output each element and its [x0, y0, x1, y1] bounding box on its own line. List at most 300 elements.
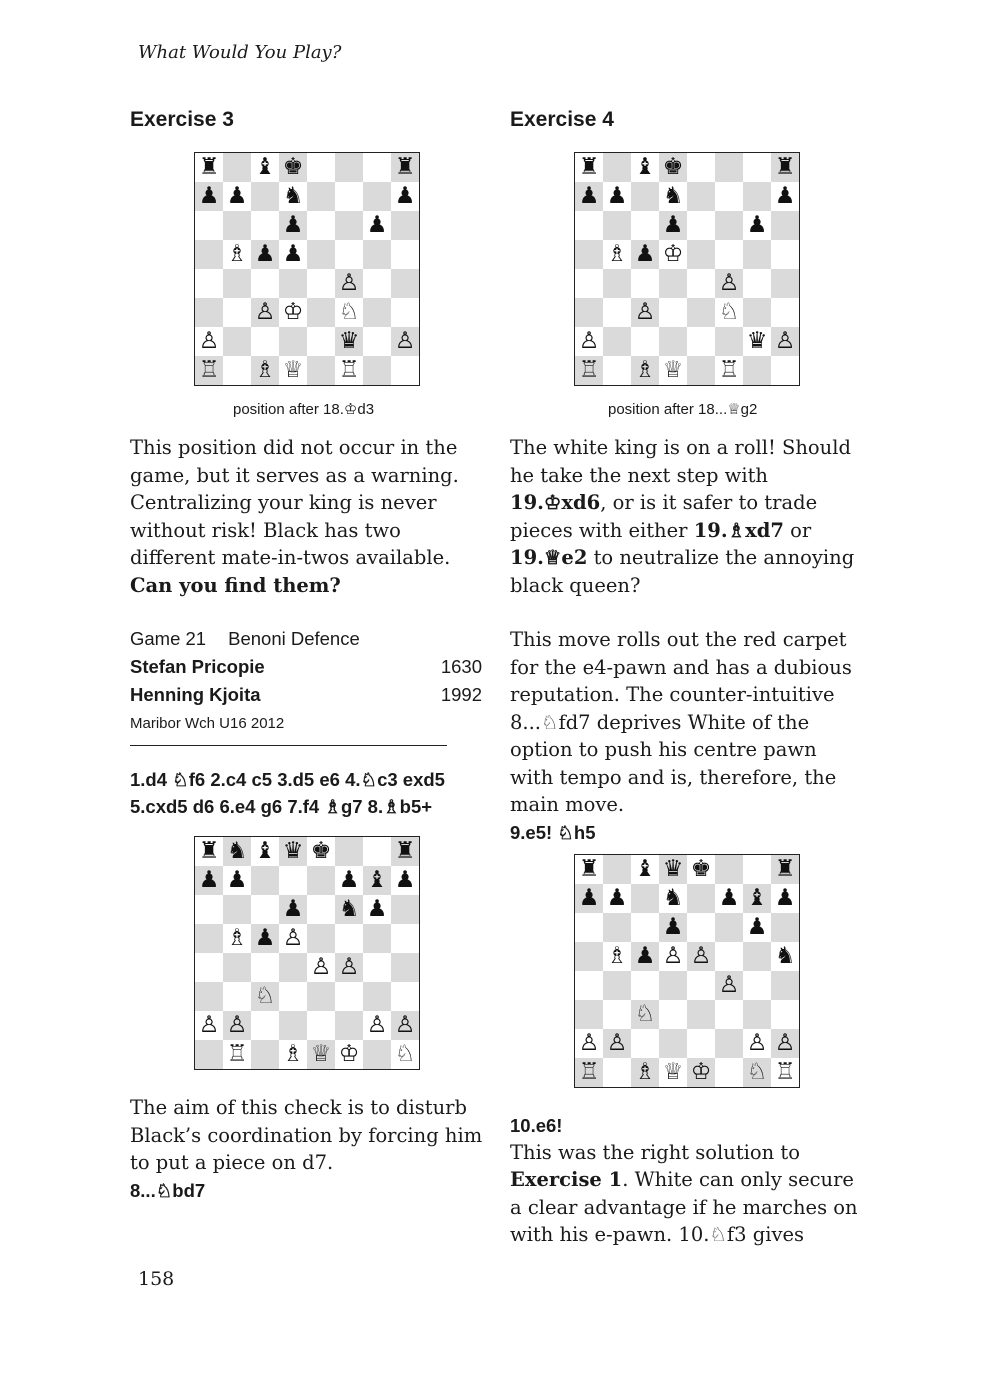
black-pawn-icon: ♟ [254, 925, 276, 951]
white-knight-icon: ♘ [338, 299, 360, 325]
board-square [575, 327, 603, 356]
board-square [771, 356, 799, 385]
board-square [715, 971, 743, 1000]
black-bishop-icon: ♝ [254, 838, 276, 864]
white-queen-icon: ♕ [282, 357, 304, 383]
board-square [307, 953, 335, 982]
white-knight-icon: ♘ [254, 983, 276, 1009]
board-square [743, 971, 771, 1000]
board-square [603, 153, 631, 182]
board-square [603, 855, 631, 884]
board-square [659, 1058, 687, 1087]
board-square [715, 182, 743, 211]
board-square [631, 211, 659, 240]
board-square [659, 153, 687, 182]
board-square [279, 269, 307, 298]
board-square [195, 182, 223, 211]
board-square [363, 240, 391, 269]
board-square [687, 327, 715, 356]
board-square [307, 240, 335, 269]
board-square [335, 153, 363, 182]
chess-board [574, 854, 800, 1088]
diagram-after-9 [510, 854, 866, 1088]
exercise-4-diagram [510, 152, 866, 386]
board-square [659, 182, 687, 211]
black-rook-icon: ♜ [198, 838, 220, 864]
board-square [603, 182, 631, 211]
board-square [771, 971, 799, 1000]
board-square [659, 298, 687, 327]
black-queen-icon: ♛ [282, 838, 304, 864]
board-square [771, 942, 799, 971]
board-square [391, 298, 419, 327]
board-square [575, 1058, 603, 1087]
black-queen-icon: ♛ [662, 855, 684, 882]
white-pawn-icon: ♙ [226, 1012, 248, 1038]
board-square [363, 953, 391, 982]
board-square [335, 953, 363, 982]
board-square [279, 1040, 307, 1069]
white-pawn-icon: ♙ [394, 1012, 416, 1038]
board-square [307, 269, 335, 298]
chess-board [194, 152, 420, 386]
black-pawn-icon: ♟ [394, 183, 416, 209]
board-square [687, 1000, 715, 1029]
board-square [743, 153, 771, 182]
board-square [631, 182, 659, 211]
black-knight-icon: ♞ [226, 838, 248, 864]
board-square [659, 269, 687, 298]
board-square [195, 866, 223, 895]
board-square [687, 240, 715, 269]
black-king-icon: ♚ [282, 154, 304, 180]
board-square [659, 913, 687, 942]
board-square [363, 924, 391, 953]
board-square [603, 942, 631, 971]
white-pawn-icon: ♙ [774, 328, 796, 354]
board-square [223, 298, 251, 327]
carpet-commentary: This move rolls out the red carpet for the e4-pawn and has a dubious reputation. The counter-intuitive 8...♘fd7 deprives White of the option to push his centre pawn with tempo and is, therefore, the main move. [510, 628, 852, 816]
chess-board [574, 152, 800, 386]
board-square [575, 240, 603, 269]
board-square [603, 356, 631, 385]
white-bishop-icon: ♗ [226, 925, 248, 951]
black-pawn-icon: ♟ [578, 183, 600, 209]
black-pawn-icon: ♟ [226, 183, 248, 209]
white-pawn-icon: ♙ [718, 971, 740, 998]
white-knight-icon: ♘ [746, 1058, 768, 1085]
board-square [603, 327, 631, 356]
board-square [743, 269, 771, 298]
board-square [223, 837, 251, 866]
black-player: Henning Kjoita [130, 684, 261, 705]
board-square [251, 153, 279, 182]
board-square [195, 240, 223, 269]
board-square [363, 298, 391, 327]
black-pawn-icon: ♟ [282, 241, 304, 267]
board-square [223, 1040, 251, 1069]
white-bishop-icon: ♗ [254, 357, 276, 383]
board-square [251, 356, 279, 385]
white-player: Stefan Pricopie [130, 656, 265, 677]
board-square [195, 895, 223, 924]
white-pawn-icon: ♙ [282, 925, 304, 951]
board-square [743, 913, 771, 942]
white-pawn-icon: ♙ [254, 299, 276, 325]
white-queen-icon: ♕ [662, 1058, 684, 1085]
black-knight-icon: ♞ [662, 884, 684, 911]
board-square [743, 942, 771, 971]
black-pawn-icon: ♟ [338, 867, 360, 893]
board-square [771, 182, 799, 211]
exercise-3-caption: position after 18.♔d3 [233, 401, 375, 418]
board-square [687, 855, 715, 884]
exercise-3-diagram [130, 152, 486, 386]
white-rook-icon: ♖ [578, 357, 600, 383]
black-pawn-icon: ♟ [254, 241, 276, 267]
black-rook-icon: ♜ [774, 855, 796, 882]
board-square [659, 855, 687, 884]
white-bishop-icon: ♗ [282, 1041, 304, 1067]
board-square [223, 895, 251, 924]
board-square [251, 1011, 279, 1040]
white-queen-icon: ♕ [310, 1041, 332, 1067]
board-square [575, 942, 603, 971]
board-square [631, 855, 659, 884]
white-bishop-icon: ♗ [606, 942, 628, 969]
board-square [631, 240, 659, 269]
white-pawn-icon: ♙ [606, 1029, 628, 1056]
board-square [363, 269, 391, 298]
final-commentary: This was the right solution to Exercise 1. White can only secure a clear advantage if he marches on with his e-pawn. 10.♘f3 gives [510, 1140, 858, 1246]
board-square [335, 924, 363, 953]
board-square [279, 837, 307, 866]
board-square [575, 182, 603, 211]
board-square [631, 1058, 659, 1087]
exercise-3-question: Can you find them? [130, 573, 341, 597]
board-square [391, 866, 419, 895]
black-pawn-icon: ♟ [746, 212, 768, 238]
white-pawn-icon: ♙ [366, 1012, 388, 1038]
board-square [631, 356, 659, 385]
board-square [251, 1040, 279, 1069]
board-square [575, 211, 603, 240]
black-rook-icon: ♜ [578, 855, 600, 882]
exercise-3-text: This position did not occur in the game, but it serves as a warning. Centralizing your king is never without risk! Black has two different mate-in-twos available. [130, 436, 459, 569]
board-square [195, 153, 223, 182]
board-square [279, 211, 307, 240]
board-square [279, 356, 307, 385]
board-square [687, 153, 715, 182]
board-square [335, 269, 363, 298]
board-square [771, 1029, 799, 1058]
black-rating: 1992 [440, 684, 482, 705]
board-square [307, 211, 335, 240]
board-square [391, 1040, 419, 1069]
board-square [195, 1040, 223, 1069]
white-rook-icon: ♖ [338, 357, 360, 383]
exercise-4-caption: position after 18...♕g2 [608, 401, 758, 418]
white-pawn-icon: ♙ [198, 328, 220, 354]
board-square [631, 153, 659, 182]
board-square [659, 240, 687, 269]
black-queen-icon: ♛ [746, 328, 768, 354]
board-square [251, 924, 279, 953]
black-pawn-icon: ♟ [746, 913, 768, 940]
board-square [307, 982, 335, 1011]
black-pawn-icon: ♟ [226, 867, 248, 893]
board-square [631, 971, 659, 1000]
black-pawn-icon: ♟ [578, 884, 600, 911]
board-square [335, 1040, 363, 1069]
opening-moves: 1.d4 ♘f6 2.c4 c5 3.d5 e6 4.♘c3 exd5 5.cxd5 d6 6.e4 g6 7.f4 ♗g7 8.♗b5+ [130, 769, 445, 817]
board-square [687, 356, 715, 385]
board-square [391, 924, 419, 953]
board-square [363, 1040, 391, 1069]
black-pawn-icon: ♟ [634, 241, 656, 267]
black-pawn-icon: ♟ [394, 867, 416, 893]
board-square [575, 884, 603, 913]
board-square [715, 240, 743, 269]
black-bishop-icon: ♝ [634, 154, 656, 180]
board-square [391, 356, 419, 385]
board-square [307, 327, 335, 356]
board-square [335, 895, 363, 924]
board-square [195, 327, 223, 356]
board-square [223, 982, 251, 1011]
game-event: Maribor Wch U16 2012 [130, 714, 285, 732]
board-square [391, 327, 419, 356]
board-square [363, 327, 391, 356]
white-rook-icon: ♖ [578, 1058, 600, 1085]
board-square [251, 837, 279, 866]
board-square [223, 211, 251, 240]
board-square [687, 971, 715, 1000]
board-square [251, 182, 279, 211]
board-square [251, 211, 279, 240]
board-square [631, 298, 659, 327]
black-pawn-icon: ♟ [606, 183, 628, 209]
black-rook-icon: ♜ [394, 154, 416, 180]
black-pawn-icon: ♟ [634, 942, 656, 969]
board-square [251, 982, 279, 1011]
board-square [743, 298, 771, 327]
black-pawn-icon: ♟ [366, 212, 388, 238]
move-10: 10.e6! [510, 1114, 563, 1136]
board-square [743, 884, 771, 913]
white-pawn-icon: ♙ [578, 1029, 600, 1056]
black-rook-icon: ♜ [578, 154, 600, 180]
exercise-4-text: The white king is on a roll! Should he take the next step with 19.♔xd6, or is it safer to trade pieces with either 19.♗xd7 or 19.♕e2 to neutralize the annoying black queen? [510, 436, 855, 597]
board-square [715, 153, 743, 182]
game-number: Game 21 [130, 628, 207, 649]
board-square [659, 327, 687, 356]
board-square [391, 211, 419, 240]
black-pawn-icon: ♟ [774, 183, 796, 209]
board-square [223, 924, 251, 953]
board-square [307, 924, 335, 953]
board-square [715, 356, 743, 385]
black-rook-icon: ♜ [198, 154, 220, 180]
board-square [743, 327, 771, 356]
diagram-after-8 [130, 836, 486, 1070]
board-square [631, 269, 659, 298]
board-square [251, 298, 279, 327]
board-square [279, 327, 307, 356]
board-square [687, 269, 715, 298]
black-pawn-icon: ♟ [774, 884, 796, 911]
board-square [771, 211, 799, 240]
board-square [687, 1058, 715, 1087]
white-bishop-icon: ♗ [634, 357, 656, 383]
running-head: What Would You Play? [138, 42, 342, 63]
board-square [603, 913, 631, 942]
board-square [715, 884, 743, 913]
board-square [575, 855, 603, 884]
move-8-black: 8...♘bd7 [130, 1179, 206, 1201]
board-square [771, 153, 799, 182]
board-square [391, 837, 419, 866]
board-square [771, 1058, 799, 1087]
black-bishop-icon: ♝ [634, 855, 656, 882]
board-square [771, 855, 799, 884]
white-pawn-icon: ♙ [198, 1012, 220, 1038]
board-square [631, 913, 659, 942]
board-square [363, 153, 391, 182]
white-bishop-icon: ♗ [226, 241, 248, 267]
board-square [771, 1000, 799, 1029]
board-square [715, 913, 743, 942]
black-knight-icon: ♞ [774, 942, 796, 969]
black-queen-icon: ♛ [338, 328, 360, 354]
black-king-icon: ♚ [310, 838, 332, 864]
board-square [363, 895, 391, 924]
white-knight-icon: ♘ [634, 1000, 656, 1027]
left-column [130, 108, 486, 1204]
board-square [363, 356, 391, 385]
game-header [130, 625, 482, 746]
board-square [391, 982, 419, 1011]
black-pawn-icon: ♟ [606, 884, 628, 911]
board-square [363, 211, 391, 240]
board-square [603, 298, 631, 327]
board-square [715, 855, 743, 884]
white-rook-icon: ♖ [718, 357, 740, 383]
board-square [715, 269, 743, 298]
board-square [575, 1029, 603, 1058]
white-bishop-icon: ♗ [606, 241, 628, 267]
black-king-icon: ♚ [662, 154, 684, 180]
board-square [391, 1011, 419, 1040]
board-square [659, 971, 687, 1000]
black-pawn-icon: ♟ [662, 212, 684, 238]
board-square [195, 837, 223, 866]
board-square [307, 1040, 335, 1069]
white-pawn-icon: ♙ [578, 328, 600, 354]
board-square [251, 240, 279, 269]
board-square [335, 211, 363, 240]
board-square [603, 1029, 631, 1058]
black-knight-icon: ♞ [282, 183, 304, 209]
board-square [223, 327, 251, 356]
black-pawn-icon: ♟ [366, 896, 388, 922]
board-square [771, 298, 799, 327]
board-square [307, 153, 335, 182]
board-square [687, 211, 715, 240]
board-square [715, 942, 743, 971]
board-square [363, 837, 391, 866]
exercise-4-title: Exercise 4 [510, 108, 614, 131]
board-square [575, 913, 603, 942]
board-square [575, 1000, 603, 1029]
board-square [687, 298, 715, 327]
board-square [335, 298, 363, 327]
board-square [307, 356, 335, 385]
white-pawn-icon: ♙ [662, 942, 684, 969]
board-square [223, 356, 251, 385]
white-queen-icon: ♕ [662, 357, 684, 383]
board-square [391, 953, 419, 982]
board-square [631, 884, 659, 913]
board-square [687, 884, 715, 913]
black-knight-icon: ♞ [662, 183, 684, 209]
board-square [715, 327, 743, 356]
board-square [659, 211, 687, 240]
board-square [335, 982, 363, 1011]
board-square [195, 1011, 223, 1040]
board-square [743, 1058, 771, 1087]
black-pawn-icon: ♟ [662, 913, 684, 940]
page-number: 158 [138, 1268, 175, 1290]
exercise-3-title: Exercise 3 [130, 108, 234, 131]
white-pawn-icon: ♙ [774, 1029, 796, 1056]
board-square [743, 356, 771, 385]
black-bishop-icon: ♝ [746, 884, 768, 911]
board-square [715, 211, 743, 240]
board-square [575, 971, 603, 1000]
board-square [771, 327, 799, 356]
board-square [307, 837, 335, 866]
board-square [279, 866, 307, 895]
board-square [251, 953, 279, 982]
board-square [279, 153, 307, 182]
board-square [659, 356, 687, 385]
board-square [279, 240, 307, 269]
white-king-icon: ♔ [662, 241, 684, 267]
board-square [631, 942, 659, 971]
board-square [715, 1029, 743, 1058]
board-square [771, 240, 799, 269]
board-square [307, 1011, 335, 1040]
white-pawn-icon: ♙ [746, 1029, 768, 1056]
board-square [743, 1000, 771, 1029]
board-square [251, 895, 279, 924]
board-square [575, 269, 603, 298]
right-column [510, 108, 866, 1249]
board-square [659, 1029, 687, 1058]
board-square [223, 866, 251, 895]
board-square [223, 269, 251, 298]
white-king-icon: ♔ [338, 1041, 360, 1067]
board-square [603, 240, 631, 269]
board-square [335, 356, 363, 385]
board-square [279, 895, 307, 924]
board-square [251, 866, 279, 895]
white-pawn-icon: ♙ [718, 270, 740, 296]
check-commentary: The aim of this check is to disturb Black’s coordination by forcing him to put a piece on d7. [130, 1096, 483, 1174]
board-square [363, 866, 391, 895]
board-square [603, 1000, 631, 1029]
